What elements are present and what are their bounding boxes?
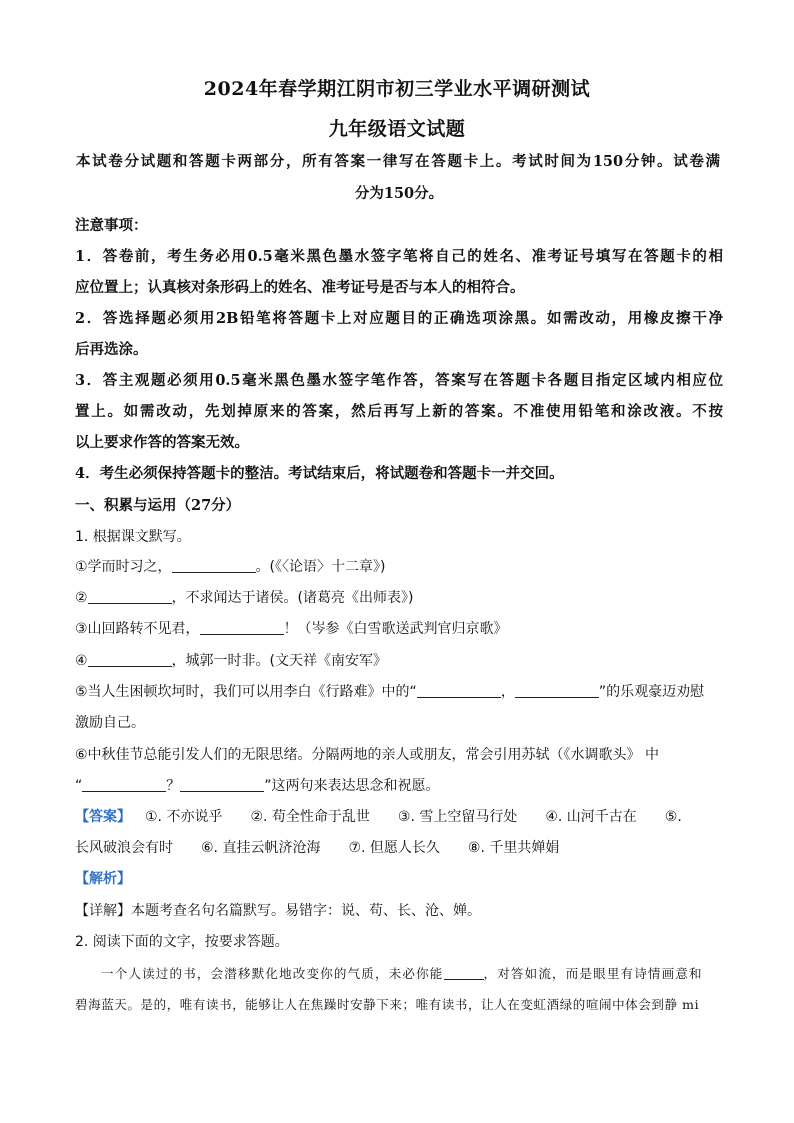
recitation-line-6-cont [75,775,723,795]
line-text: ”这两句来表达思念和祝愿。 [264,778,440,794]
recitation-line-4 [75,650,723,670]
answer-line-2: 长风破浪会有时 ⑥. 直挂云帆济沧海 ⑦. 但愿人长久 ⑧. 千里共婵娟 [75,840,560,856]
line-text: 。(《〈论语〉十二章》) [255,559,386,575]
answer-line-1 [75,806,723,826]
line-text: ，不求闻达于诸侯。(诸葛亮《出师表》) [171,590,414,606]
answer-blank[interactable] [515,683,599,698]
exam-subtitle: 九年级语文试题 [328,118,466,140]
recitation-line-5-cont: 激励自己。 [75,715,145,731]
recitation-line-6: ⑥中秋佳节总能引发人们的无限思绪。分隔两地的亲人或朋友，常会引用苏轼（《水调歌头》 中 [75,747,659,763]
passage-line-2: 碧海蓝天。是的，唯有读书，能够让人在焦躁时安静下来；唯有读书，让人在变虹酒绿的喧闹中体会到静 mi [75,997,700,1012]
answer-blank[interactable] [82,777,166,792]
answer-blank[interactable] [444,968,484,980]
line-text: ③山回路转不见君， [75,621,200,637]
line-text: ④ [75,653,88,669]
question-1-prompt: 1. 根据课文默写。 [75,529,191,545]
notes-heading: 注意事项： [75,217,148,234]
recitation-line-2 [75,587,723,607]
analysis-tag: 【解析】 [75,871,131,887]
line-text: ， [500,684,515,700]
line-text: ”的乐观豪迈劝慰 [598,684,705,700]
answer-tag: 【答案】 [75,809,131,825]
recitation-line-1 [75,556,723,576]
line-text: ⑤当人生困顿坎坷时，我们可以用李白《行路难》中的“ [75,684,417,700]
line-text: ，城郭一时非。(文天祥《南安军》 [171,653,388,669]
answer-blank[interactable] [88,652,172,667]
intro-line-2: 分为150分。 [354,185,444,202]
analysis-detail: 【详解】本题考查名句名篇默写。易错字：说、苟、长、沧、婵。 [75,903,481,919]
note-line: 后再选涂。 [75,341,148,358]
line-text: ？ [166,778,181,794]
passage-text: ，对答如流，而是眼里有诗情画意和 [483,966,703,981]
line-text: ② [75,590,88,606]
line-text: ①学而时习之， [75,559,172,575]
passage-line-1 [101,964,723,982]
recitation-line-5 [75,681,723,701]
question-2-prompt: 2. 阅读下面的文字，按要求答题。 [75,934,289,950]
answer-blank[interactable] [172,558,256,573]
exam-title: 2024年春学期江阴市初三学业水平调研测试 [203,78,591,100]
intro-line-1: 本试卷分试题和答题卡两部分，所有答案一律写在答题卡上。考试时间为150分钟。试卷满 [76,153,720,170]
note-line: 2．答选择题必须用2B铅笔将答题卡上对应题目的正确选项涂黑。如需改动，用橡皮擦干净 [75,310,723,327]
answer-blank[interactable] [88,589,172,604]
note-line: 1．答卷前，考生务必用0.5毫米黑色墨水签字笔将自己的姓名、准考证号填写在答题卡的相 [75,248,723,265]
answer-blank[interactable] [200,620,284,635]
answer-blank[interactable] [417,683,501,698]
line-text: “ [75,778,83,794]
recitation-line-3 [75,618,723,638]
answer-text: ①. 不亦说乎 ②. 苟全性命于乱世 ③. 雪上空留马行处 ④. 山河千古在 ⑤. [145,809,682,825]
line-text: ！（岑参《白雪歌送武判官归京歌》 [283,621,508,637]
note-line: 以上要求作答的答案无效。 [75,434,249,451]
passage-text: 一个人读过的书，会潜移默化地改变你的气质，未必你能 [101,966,444,981]
answer-blank[interactable] [180,777,264,792]
note-line: 置上。如需改动，先划掉原来的答案，然后再写上新的答案。不准使用铅笔和涂改液。不按 [75,403,723,420]
section-heading: 一、积累与运用（27分） [75,497,241,514]
note-line: 应位置上；认真核对条形码上的姓名、准考证号是否与本人的相符合。 [75,279,525,296]
note-line: 4．考生必须保持答题卡的整洁。考试结束后，将试题卷和答题卡一并交回。 [75,465,564,482]
note-line: 3．答主观题必须用0.5毫米黑色墨水签字笔作答，答案写在答题卡各题目指定区域内相应位 [75,372,723,389]
